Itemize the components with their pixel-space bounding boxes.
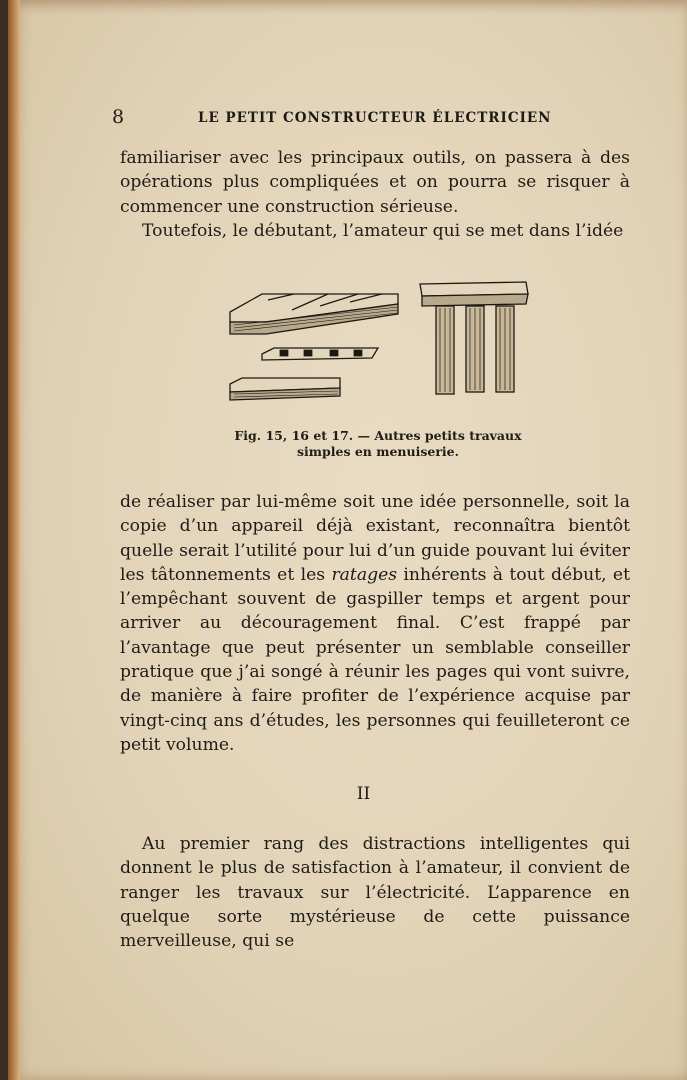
book-page — [8, 0, 687, 1080]
page-spine-edge — [8, 0, 20, 1080]
section-heading: II — [356, 784, 371, 804]
caption-line-1: Fig. 15, 16 et 17. — Autres petits travaux — [234, 428, 522, 443]
paragraph-block-bottom — [120, 832, 630, 953]
page-number: 8 — [112, 106, 125, 128]
paragraph-3-part-a: de réaliser par lui-même soit une idée personnelle, soit la copie d’un appareil déjà existant, reconnaîtra bientôt quelle serait l’utilité pour lui d’un guide pouvant lui éviter les tâtonnements et les — [120, 492, 630, 585]
paragraph-3-part-b: inhérents à tout début, et l’empêchant souvent de gaspiller temps et argent pour arriver au découragement final. C’est frappé par l’avantage que peut présenter un semblable conseiller pratique que j’ai songé à réunir les pages qui vont suivre, de manière à faire profiter de l’expérience acquise par vingt-cinq ans d’études, les personnes qui feuilleteront ce petit volume. — [120, 564, 630, 755]
paragraph-1: familiariser avec les principaux outils, on passera à des opérations plus compliquées et on pourra se risquer à commencer une construction sérieuse. — [120, 148, 630, 217]
notched-board-figure — [230, 294, 398, 400]
paragraph-block-middle — [120, 490, 630, 757]
caption-line-2: simples en menuiserie. — [297, 444, 459, 459]
paragraph-block-top — [120, 146, 630, 243]
paragraph-4: Au premier rang des distractions intelligentes qui donnent le plus de satisfaction à l’amateur, il convient de ranger les travaux sur l’électricité. L’apparence en quelque sorte mystérieuse de cette puissance merveilleuse, qui se — [120, 834, 630, 952]
paragraph-3-italic: ratages — [331, 564, 398, 585]
comb-frame-figure — [420, 282, 528, 394]
woodwork-illustration — [222, 274, 538, 404]
running-title: LE PETIT CONSTRUCTEUR ÉLECTRICIEN — [198, 110, 552, 126]
page-header — [112, 108, 632, 130]
paragraph-2: Toutefois, le débutant, l’amateur qui se met dans l’idée — [142, 220, 624, 241]
paragraph-3 — [120, 490, 630, 757]
figure-caption — [188, 428, 568, 460]
